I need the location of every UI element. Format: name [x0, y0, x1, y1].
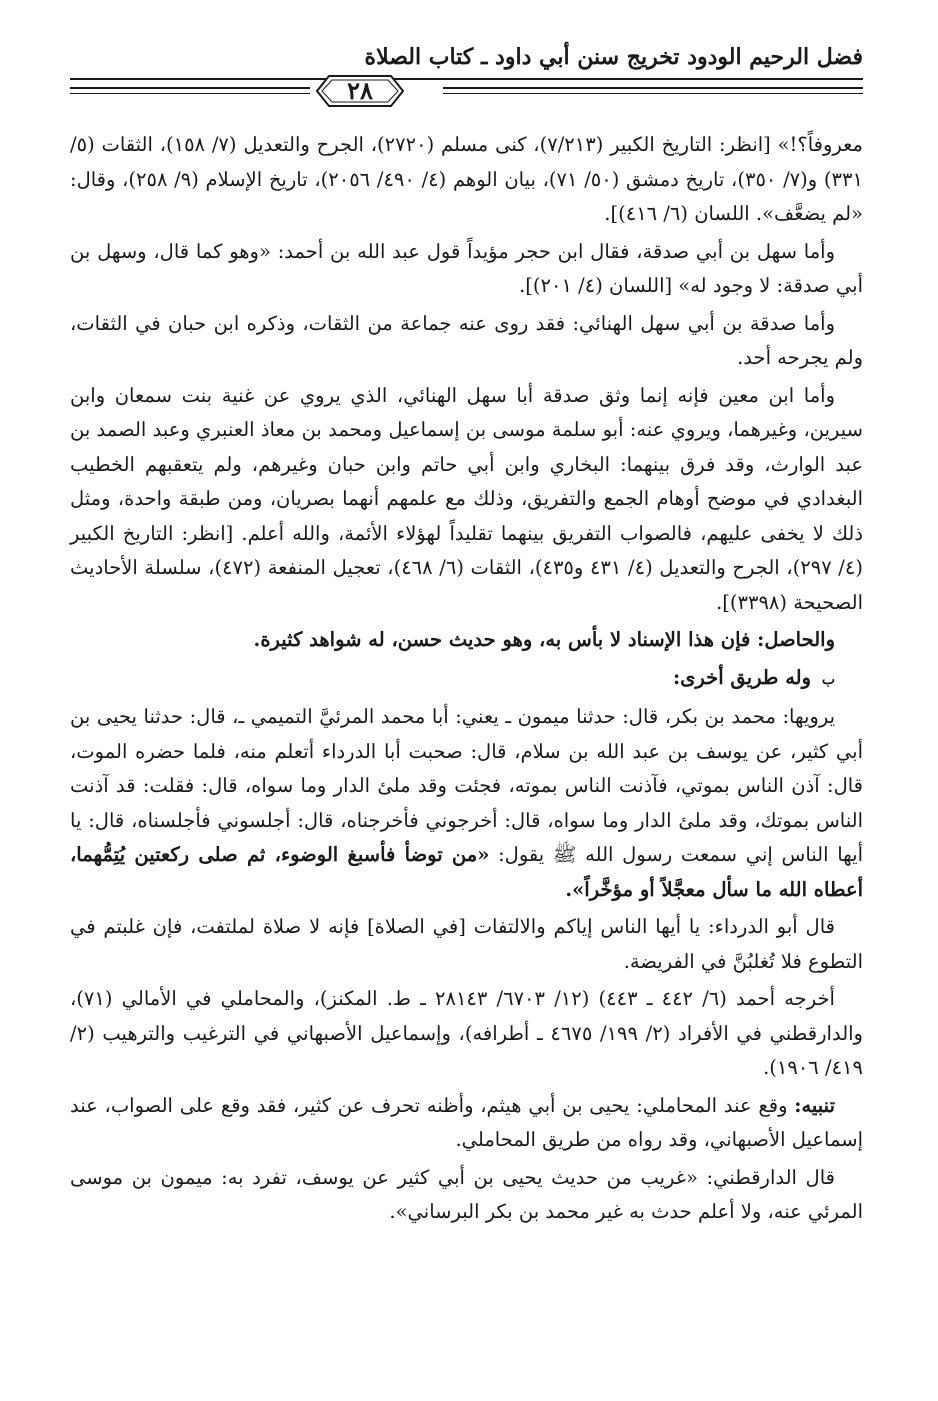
takhrij-paragraph: أخرجه أحمد (٦/ ٤٤٢ ـ ٤٤٣) (١٢/ ٦٧٠٣/ ٢٨١٤٣ ـ ط. المكنز)، والمحاملي في الأمالي (٧١)، والدارقطني في الأفراد (٢/ ١٩٩/ ٤٦٧٥ ـ أطرافه)، وإسماعيل الأصبهاني في الترغيب والترهيب (٢/ ٤١٩/ ١٩٠٦).: [70, 987, 863, 1079]
paragraph: وأما صدقة بن أبي سهل الهنائي: فقد روى عنه جماعة من الثقات، وذكره ابن حبان في الثقات، ولم يجرحه أحد.: [70, 311, 863, 369]
hadith-matn: «من توضأ فأسبغ الوضوء، ثم صلى ركعتين يُتِمُّهما، أعطاه الله ما سأل معجَّلاً أو مؤخَّراً».: [70, 843, 863, 901]
page-number-badge: [313, 72, 407, 110]
paragraph: وأما ابن معين فإنه إنما وثق صدقة أبا سهل الهنائي، الذي يروي عن غنية بنت سمعان وابن سيرين، وغيرهما، ويروي عنه: أبو سلمة موسى بن إسماعيل ومحمد بن معاذ العنبري وعبد الصمد بن عبد الوارث، وقد فرق بينهما: البخاري وابن أبي حاتم وابن حبان وغيرهم، ولم يتعقبهم الخطيب البغدادي في موضح أوهام الجمع والتفريق، وذلك مع علمهم أنهما بصريان، ومن طبقة واحدة، ومثل ذلك لا يخفى عليهم، فالصواب التفريق بينهما تقليداً لهؤلاء الأئمة، والله أعلم. [انظر: التاريخ الكبير (٤/ ٢٩٧)، الجرح والتعديل (٤/ ٤٣١ و٤٣٥)، الثقات (٦/ ٤٦٨)، تعجيل المنفعة (٤٧٢)، سلسلة الأحاديث الصحيحة (٣٣٩٨)].: [70, 383, 863, 614]
running-header-title: فضل الرحيم الودود تخريج سنن أبي داود ـ كتاب الصلاة: [364, 44, 863, 70]
note-paragraph: [70, 1089, 863, 1158]
conclusion-paragraph: والحاصل: فإن هذا الإسناد لا بأس به، وهو حديث حسن، له شواهد كثيرة.: [253, 628, 835, 651]
ornament-rule-left-thin: [70, 93, 310, 94]
ornament-rule-right-thin: [443, 93, 863, 94]
ornament-rule-left: [70, 87, 310, 89]
header-rule: [70, 78, 863, 80]
page-number: ٢٨: [347, 76, 373, 105]
note-text: وقع عند المحاملي: يحيى بن أبي هيثم، وأظنه تحرف عن كثير، فقد وقع على الصواب، عند إسماعيل الأصبهاني، وقد رواه من طريق المحاملي.: [70, 1093, 863, 1151]
paragraph: وأما سهل بن أبي صدقة، فقال ابن حجر مؤيداً قول عبد الله بن أحمد: «وهو كما قال، وسهل بن أبي صدقة: لا وجود له» [اللسان (٤/ ٢٠١)].: [70, 239, 863, 297]
paragraph: معروفاً؟!» [انظر: التاريخ الكبير (٧/٢١٣)، كنى مسلم (٢٧٢٠)، الجرح والتعديل (٧/ ١٥٨)، الثقات (٥/ ٣٣١) و(٧/ ٣٥٠)، تاريخ دمشق (٥٠/ ٧١)، بيان الوهم (٤/ ٤٩٠/ ٢٠٥٦)، تاريخ الإسلام (٩/ ٢٥٨)، وقال: «لم يضعَّف». اللسان (٦/ ٤١٦)].: [70, 133, 864, 225]
section-heading-text: وله طريق أخرى:: [672, 665, 812, 689]
paragraph: قال الدارقطني: «غريب من حديث يحيى بن أبي كثير عن يوسف، تفرد به: ميمون بن موسى المرئي عنه، ولا أعلم حدث به غير محمد بن بكر البرساني».: [70, 1165, 863, 1223]
ornament-rule-right: [443, 87, 863, 89]
bullet-icon: ب: [821, 671, 835, 688]
hadith-paragraph: [70, 700, 863, 907]
page-body: [70, 128, 863, 1233]
note-label: تنبيه:: [794, 1093, 835, 1117]
paragraph: قال أبو الدرداء: يا أيها الناس إياكم والالتفات [في الصلاة] فإنه لا صلاة لملتفت، فإن غلبتم في التطوع فلا تُغلبُنَّ في الفريضة.: [70, 915, 863, 973]
isnad-text: يرويها: محمد بن بكر، قال: حدثنا ميمون ـ يعني: أبا محمد المرئيَّ التميمي ـ، قال: حدثنا يحيى بن أبي كثير، عن يوسف بن عبد الله بن سلام، قال: صحبت أبا الدرداء أتعلم منه، فلما حضره الموت، قال: آذن الناس بموتي، فآذنت الناس بموته، فجئت وقد ملئ الدار وما سواه، قال: فقلت: قد آذنت الناس بموتك، وقد ملئ الدار وما سواه، قال: أخرجوني فأخرجناه، قال: أجلسوني فأجلسناه، قال: يا أيها الناس إني سمعت رسول الله ﷺ يقول:: [70, 705, 863, 866]
section-heading: [70, 661, 863, 698]
